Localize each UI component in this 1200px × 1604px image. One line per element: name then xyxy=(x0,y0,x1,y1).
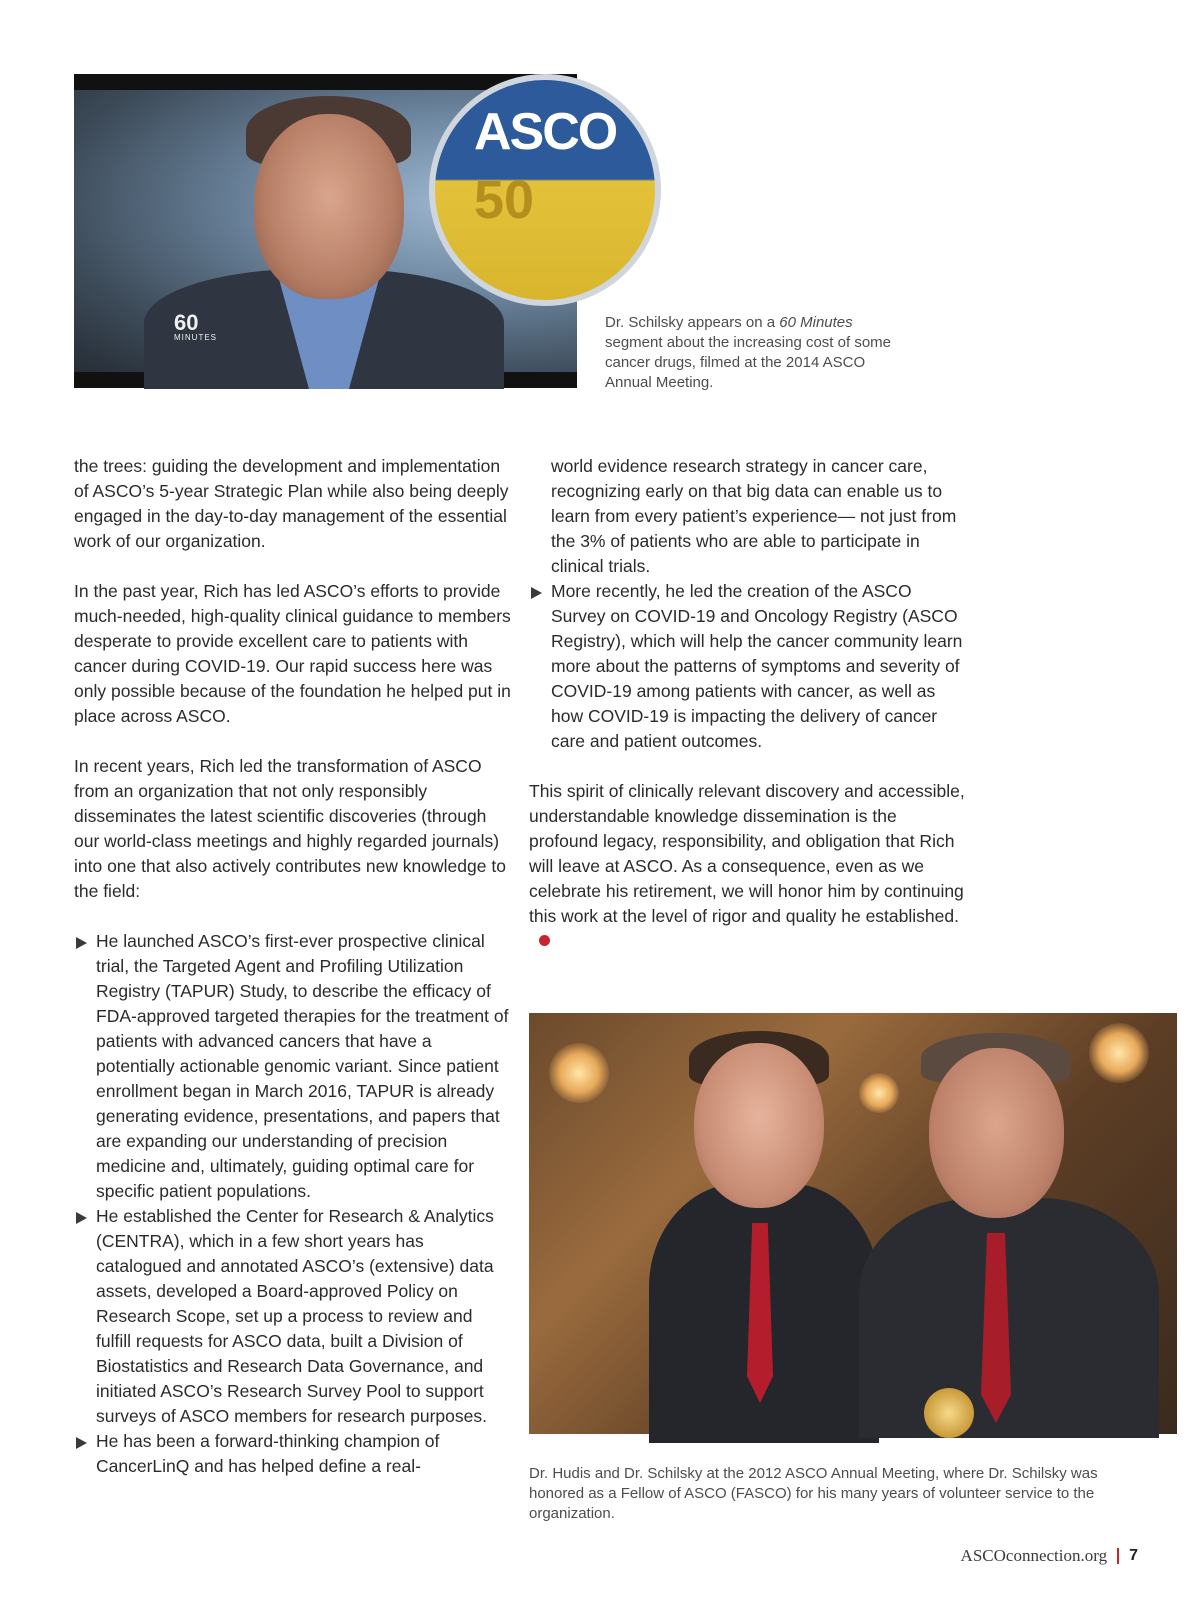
list-item: He established the Center for Research & Analytics (CENTRA), which in a few short years has catalogued and annotated ASCO’s (extensive) data assets, developed a Board-approved Policy on Research Scope, set up a process to review and fulfill requests for ASCO data, built a Division of Biostatistics and Research Data Governance, and initiated ASCO’s Research Survey Pool to support surveys of ASCO members for research purposes. xyxy=(74,1204,512,1429)
caption-prefix: Dr. Schilsky appears on a xyxy=(605,314,780,331)
footer-site-link[interactable]: ASCOconnection.org xyxy=(960,1546,1108,1565)
paragraph: In recent years, Rich led the transformation of ASCO from an organization that not only responsibly disseminates the latest scientific discoveries (through our world-class meetings and highly regarded journals) into one that also actively contributes new knowledge to the field: xyxy=(74,756,506,901)
man-right-head xyxy=(929,1048,1064,1218)
page-footer xyxy=(961,1546,1138,1566)
bottom-photo-caption: Dr. Hudis and Dr. Schilsky at the 2012 ASCO Annual Meeting, where Dr. Schilsky was honored as a Fellow of ASCO (FASCO) for his many years of volunteer service to the organization. xyxy=(529,1465,1098,1522)
bullet-continuation: world evidence research strategy in cancer care, recognizing early on that big data can enable us to learn from every patient’s experience— not just from the 3% of patients who are able to participate in clinical trials. xyxy=(551,456,957,576)
paragraph: In the past year, Rich has led ASCO’s efforts to provide much-needed, high-quality clinical guidance to members desperate to provide excellent care to patients with cancer during COVID-19. Our rapid success here was only possible because of the foundation he helped put in place across ASCO. xyxy=(74,581,511,726)
bullet-arrow-icon xyxy=(76,1212,87,1224)
tv-logo-number: 60 xyxy=(174,310,199,335)
caption-suffix: segment about the increasing cost of some cancer drugs, filmed at the 2014 ASCO Annual Meeting. xyxy=(605,334,891,391)
chandelier-light xyxy=(549,1043,609,1103)
tv-logo xyxy=(174,312,217,342)
tv-logo-sub: MINUTES xyxy=(174,333,217,342)
page-number: 7 xyxy=(1129,1547,1138,1564)
list-item: More recently, he led the creation of the ASCO Survey on COVID-19 and Oncology Registry (ASCO Registry), which will help the cancer community learn more about the patterns of symptoms and severity of COVID-19 among patients with cancer, as well as how COVID-19 is impacting the delivery of cancer care and patient outcomes. xyxy=(529,579,969,754)
chandelier-light xyxy=(859,1073,899,1113)
left-column xyxy=(74,454,512,1479)
bullet-list xyxy=(74,929,512,1479)
bottom-photo xyxy=(529,1013,1177,1434)
man-left-head xyxy=(694,1043,824,1208)
footer-divider xyxy=(1117,1548,1119,1564)
caption-italic-title: 60 Minutes xyxy=(779,314,853,331)
anniversary-text: 50 xyxy=(474,170,535,230)
bullet-arrow-icon xyxy=(531,587,542,599)
list-item: He launched ASCO’s first-ever prospective clinical trial, the Targeted Agent and Profiling Utilization Registry (TAPUR) Study, to describe the efficacy of FDA-approved targeted therapies for the treatment of patients with advanced cancers that have a potentially actionable genomic variant. Since patient enrollment began in March 2016, TAPUR is already generating evidence, presentations, and papers that are expanding our understanding of precision medicine and, ultimately, guiding optimal care for specific patient populations. xyxy=(74,929,512,1204)
top-photo xyxy=(74,74,617,388)
medal xyxy=(924,1388,974,1438)
chandelier-light xyxy=(1089,1023,1149,1083)
bullet-arrow-icon xyxy=(76,1437,87,1449)
closing-paragraph: This spirit of clinically relevant discovery and accessible, understandable knowledge dissemination is the profound legacy, responsibility, and obligation that Rich will leave at ASCO. As a consequence, even as we celebrate his retirement, we will honor him by continuing this work at the level of rigor and quality he established. xyxy=(529,779,969,954)
list-item: He has been a forward-thinking champion of CancerLinQ and has helped define a real- xyxy=(74,1429,512,1479)
end-mark-icon xyxy=(539,935,550,946)
man-right-suit xyxy=(859,1198,1159,1438)
bullet-list xyxy=(529,579,969,754)
person-head xyxy=(254,114,404,299)
asco-sign-text: ASCO xyxy=(474,103,617,161)
bullet-arrow-icon xyxy=(76,937,87,949)
right-column xyxy=(529,454,969,954)
top-photo-caption xyxy=(605,313,905,393)
paragraph: the trees: guiding the development and implementation of ASCO’s 5-year Strategic Plan while also being deeply engaged in the day-to-day management of the essential work of our organization. xyxy=(74,456,509,551)
